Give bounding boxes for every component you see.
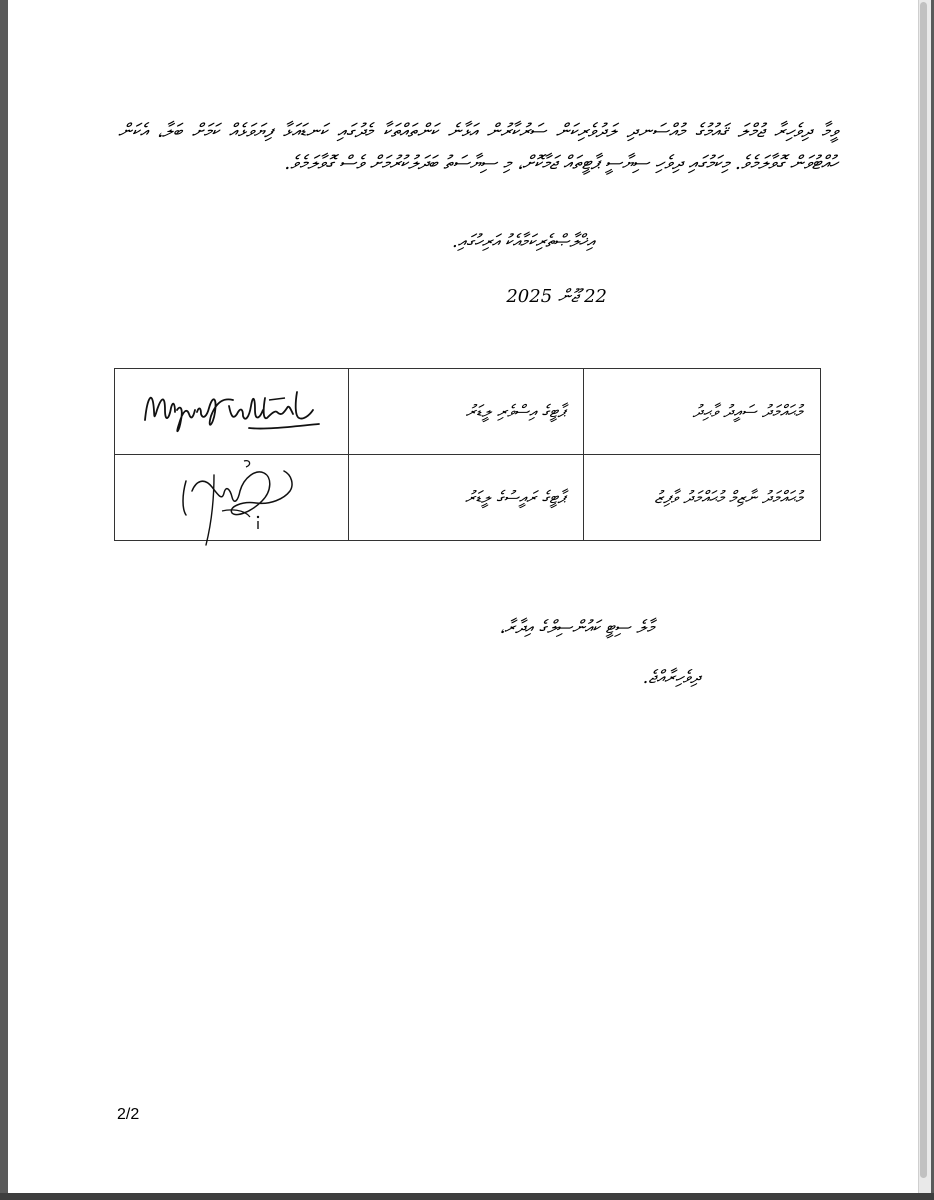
signature-1-cell (115, 369, 349, 455)
closing-line: އިޚްލާޞްތެރިކަމާއެކު އަރިހުގައި. (451, 231, 594, 252)
signer-1-title: ޕާޓީގެ އިސްވެރި ލީޑަރު (465, 401, 565, 422)
signature-2-cell (115, 455, 349, 541)
signer-2-name: މުޙައްމަދު ނާޒިމް މުޙައްމަދު ވާފިޒު (654, 487, 802, 508)
signature-2-name-cell (584, 455, 821, 541)
recipient-country: ދިވެހިރާއްޖެ. (642, 667, 700, 688)
signature-1-title-cell (349, 369, 584, 455)
document-date: 22 ޖޫން 2025 (506, 286, 607, 307)
signer-2-title: ޕާޓީގެ ރައީސުގެ ލީޑަރު (464, 487, 565, 508)
table-row (115, 369, 821, 455)
signature-1-name-cell (584, 369, 821, 455)
signature-table (114, 368, 821, 541)
recipient-office: މާލެ ސިޓީ ކައުންސިލްގެ އިދާރާ، (499, 617, 654, 638)
signature-2-image (152, 451, 312, 546)
table-row (115, 455, 821, 541)
viewer-bottom-edge (0, 1193, 934, 1200)
scrollbar-thumb[interactable] (920, 2, 927, 1178)
signature-1-image (137, 380, 327, 440)
signature-2-title-cell (349, 455, 584, 541)
body-paragraph: ވީމާ ދިވެހިރާ ޖުމްލަ ޤައުމުގެ މުއްސަނދި ލަދުވެރިކަން ސަރުކާރުން އަޅާނެ ކަންތައްތަކާ މެދުގައި ކަނޑައަޅާ ފިޔަވަޅެއް ކަމަށް ބަލާ، އެކަން ހުއްޓުވަން ގޮވާލަމެވެ. މިކަމުގައި ދިވެހި ސިޔާސީ ޕާޓީތައް ޖަމާކޮށް، މި ސިޔާސަތު ބަދަލުކުރުމަށް ވެސް ގޮވާލަމެވެ. (118, 120, 838, 174)
signer-1-name: މުޙައްމަދު ސައީދު ވާޙިދު (692, 401, 802, 422)
page-number: 2/2 (117, 1106, 140, 1123)
